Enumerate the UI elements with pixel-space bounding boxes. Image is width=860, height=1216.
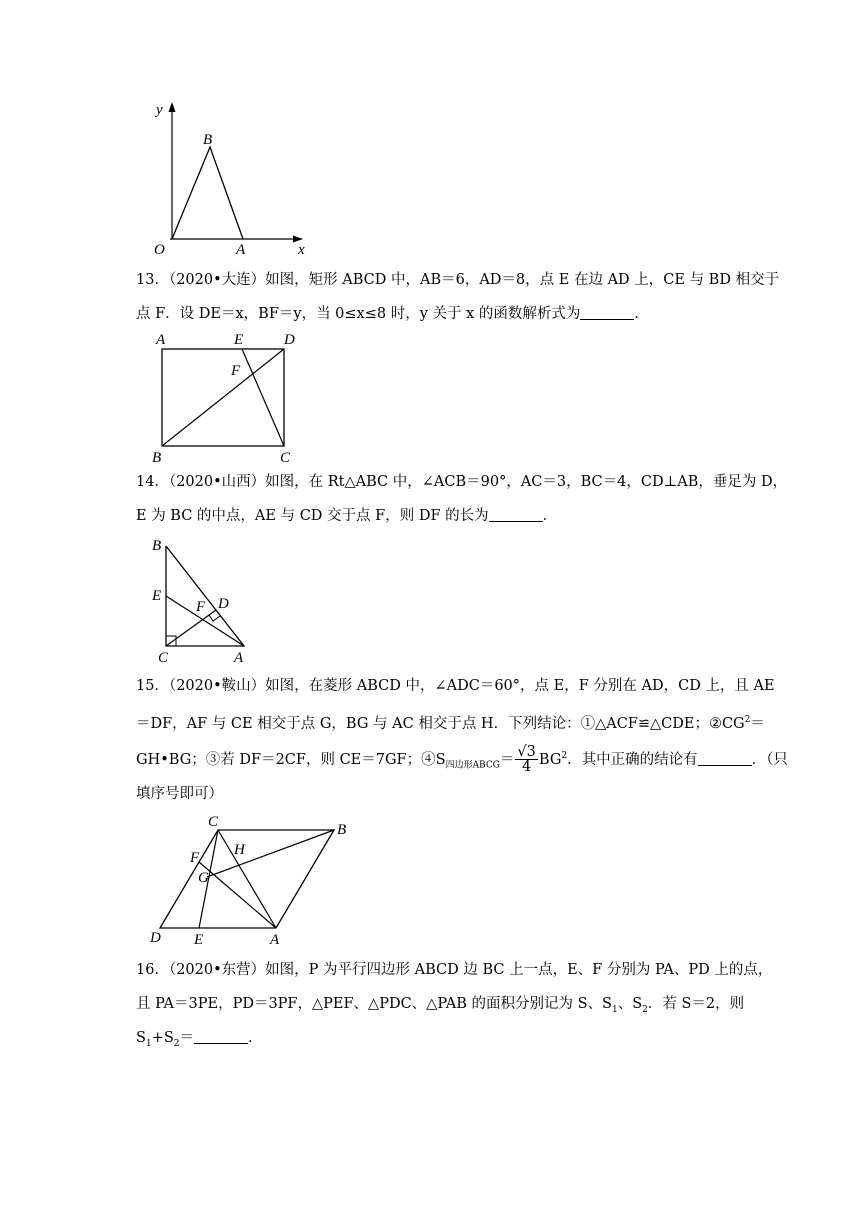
q16-text-2b: ．若 S＝2，则 [647,996,745,1012]
rhombus-diagram [146,814,366,948]
label-A: A [234,650,244,666]
q16-sep: 、S [617,996,643,1012]
y-axis-arrow [169,102,176,112]
label-A: A [270,932,280,948]
label-O: O [154,242,165,258]
q15-text-3b: BG [538,751,562,768]
triangle-abc [166,546,244,646]
label-B: B [337,822,347,838]
label-D: D [284,332,295,348]
q16-eq: ＝ [179,1030,194,1046]
answer-blank-q16 [194,1029,248,1044]
q16-s: S [136,1030,146,1046]
fraction-denominator: 4 [522,759,532,776]
q15-sub-area: 四边形ABCG [445,760,500,771]
q16-line2 [136,994,744,1020]
q14-end: ． [542,508,558,524]
q15-line4: 填序号即可） [136,786,223,802]
q15-sup-2: 2 [561,751,568,761]
label-B: B [152,450,162,466]
fraction-numerator: √3 [517,744,536,761]
segment-bd [162,349,284,446]
label-C: C [208,814,219,830]
figure-q12 [140,96,320,256]
q13-line1: 13．（2020•大连）如图，矩形 ABCD 中，AB＝6，AD＝8，点 E 在边 AD 上，CE 与 BD 相交于 [136,272,780,288]
label-C: C [280,450,291,466]
q15-text-2b: ＝ [750,715,765,732]
segment-cd [166,610,216,646]
segment-ce [242,349,284,446]
segment-ac [218,830,276,928]
label-E: E [234,332,244,348]
answer-blank-q13 [580,305,634,320]
q16-sub-1: 1 [611,1004,618,1015]
q15-line2 [136,710,765,734]
q15-sup-1: 2 [744,715,751,725]
label-F: F [231,363,241,379]
label-E: E [152,588,162,604]
q15-text-3d: ．（只 [751,751,788,768]
q15-line3 [136,742,788,780]
label-F: F [190,850,200,866]
label-A: A [156,332,166,348]
q14-line2 [136,506,557,526]
fraction-sqrt3-over-4 [515,745,537,774]
label-D: D [150,930,161,946]
label-B: B [203,132,213,148]
label-A: A [236,242,246,258]
triangle-axes-diagram [140,96,320,256]
figure-q14 [146,534,266,666]
q16-line1: 16．（2020•东营）如图，P 为平行四边形 ABCD 边 BC 上一点，E、F 分别为 PA、PD 上的点， [136,962,773,978]
label-D: D [218,596,229,612]
q15-line1: 15．（2020•鞍山）如图，在菱形 ABCD 中，∠ADC＝60°，点 E，F 分别在 AD，CD 上，且 AE [136,678,775,694]
q15-eq: ＝ [499,751,515,768]
label-H: H [234,842,245,858]
answer-blank-q15 [698,751,752,766]
answer-blank-q14 [489,507,543,522]
q16-line3 [136,1028,263,1054]
q14-line1: 14．（2020•山西）如图，在 Rt△ABC 中，∠ACB＝90°，AC＝3，BC＝4，CD⊥AB，垂足为 D， [136,474,788,490]
figure-q15 [146,814,366,948]
segment-bg [207,830,334,877]
q13-text: 点 F．设 DE＝x，BF＝y，当 0≤x≤8 时，y 关于 x 的函数解析式为 [136,306,581,322]
q15-text-2: ＝DF，AF 与 CE 相交于点 G，BG 与 AC 相交于点 H．下列结论：①△ACF≌△CDE；②CG [136,715,745,732]
label-C: C [158,650,169,666]
rectangle-diagram [146,330,316,468]
q16-plus: +S [151,1030,174,1046]
segment-af [199,862,276,928]
q15-text-3c: ．其中正确的结论有 [567,751,698,768]
label-B: B [152,538,162,554]
q16-end: ． [248,1030,263,1046]
q16-s1-sub: 1 [145,1038,152,1049]
q16-s2-sub: 2 [173,1038,180,1049]
q16-sub-2: 2 [642,1004,648,1015]
label-x: x [298,242,305,258]
right-angle-d [209,615,220,621]
q13-line2 [136,304,649,324]
label-F: F [196,599,206,615]
label-E: E [194,932,204,948]
label-G: G [198,870,209,886]
q15-text-3a: GH•BG；③若 DF＝2CF，则 CE＝7GF；④S [136,751,446,768]
label-y: y [156,102,163,118]
q13-end: ． [634,306,649,322]
q16-text-2: 且 PA＝3PE，PD＝3PF，△PEF、△PDC、△PAB 的面积分别记为 S、S [136,996,612,1012]
figure-q13 [146,330,316,468]
triangle-oba [172,147,243,239]
q14-text: E 为 BC 的中点，AE 与 CD 交于点 F，则 DF 的长为 [136,508,489,524]
right-triangle-diagram [146,534,266,666]
